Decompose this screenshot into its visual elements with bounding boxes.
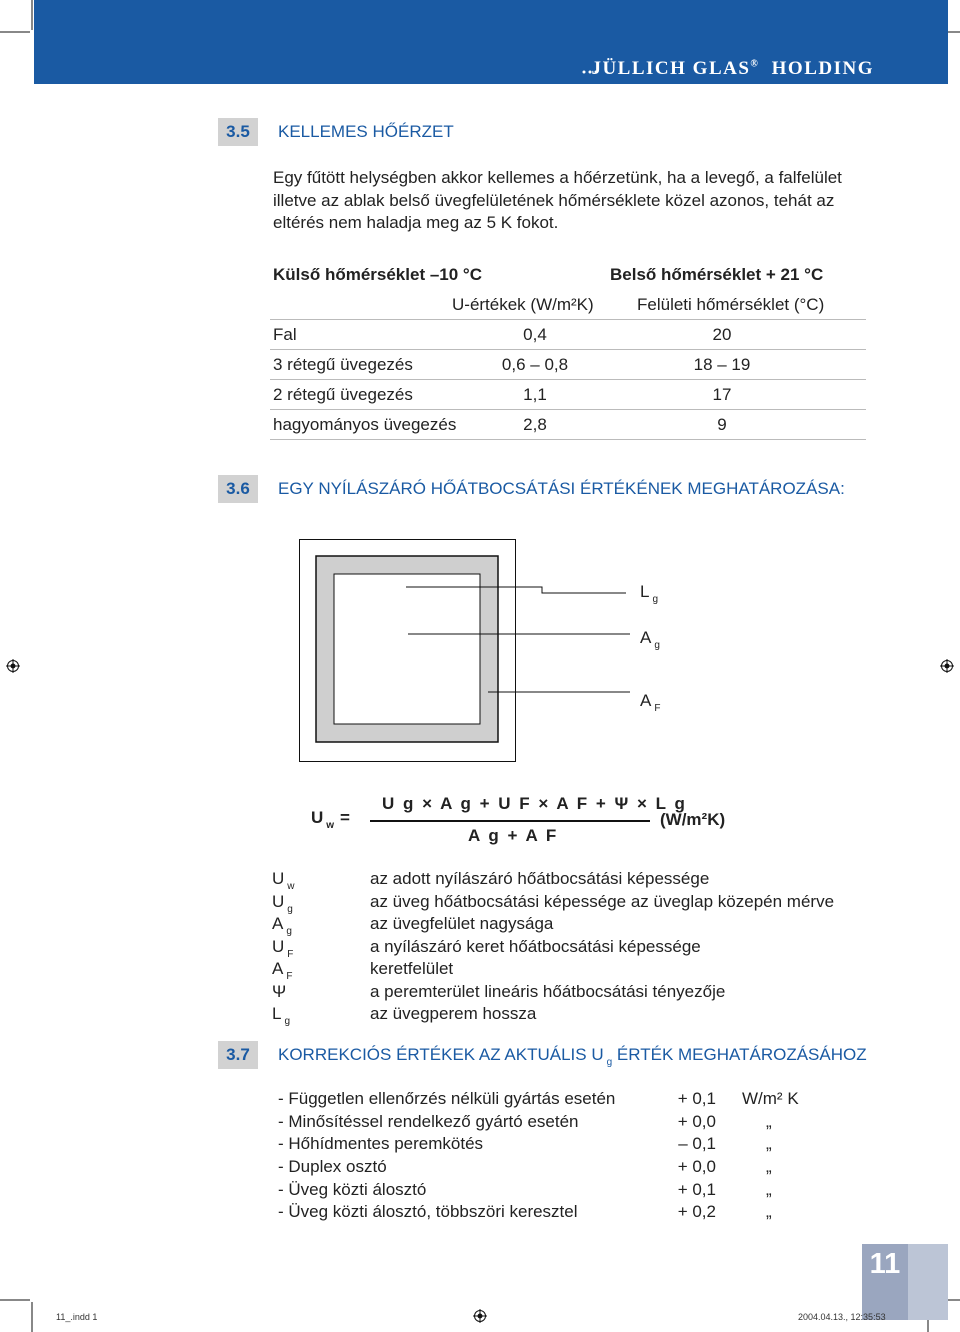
page-number: 11 — [869, 1248, 901, 1280]
table-row-name: 2 rétegű üvegezés — [273, 385, 413, 404]
legend-sub: g — [287, 904, 293, 915]
legend-symbol — [272, 1004, 291, 1027]
legend-sym: U — [272, 869, 285, 888]
formula-equals: = — [340, 808, 350, 827]
correction-label: - Duplex osztó — [278, 1157, 387, 1176]
legend-text: az üveg hőátbocsátási képessége az üveglap közepén mérve — [370, 892, 835, 911]
diagram-label-af — [640, 691, 661, 714]
legend-sub: F — [286, 971, 293, 982]
legend-symbol — [272, 959, 293, 982]
section-title — [278, 1045, 867, 1068]
legend-text: a nyílászáró keret hőátbocsátási képessége — [370, 937, 701, 956]
legend-symbol — [272, 937, 294, 960]
registration-mark-icon — [6, 659, 20, 673]
correction-unit: „ — [766, 1180, 772, 1199]
formula-lhs-symbol: U — [311, 808, 324, 827]
table-row-u: 1,1 — [523, 385, 547, 404]
paragraph-line: illetve az ablak belső üvegfelületének hőmérséklete közel azonos, tehát az — [273, 190, 835, 210]
label-main: A — [640, 628, 652, 647]
formula-denominator: A g + A F — [468, 826, 557, 845]
legend-sub: F — [287, 949, 294, 960]
correction-value: + 0,1 — [677, 1180, 716, 1199]
registration-mark-icon — [473, 1309, 487, 1323]
title-sub: g — [606, 1057, 613, 1068]
correction-label: - Hőhídmentes peremkötés — [278, 1134, 484, 1153]
window-diagram — [296, 537, 636, 767]
diagram-label-ag — [640, 628, 660, 651]
paragraph-line: Egy fűtött helységben akkor kellemes a hőérzetünk, ha a levegő, a falfelület — [273, 168, 842, 187]
section-number: 3.6 — [218, 475, 258, 503]
table-row-temp: 20 — [712, 325, 732, 344]
correction-label: - Minősítéssel rendelkező gyártó esetén — [278, 1112, 579, 1131]
formula-lhs-sub: w — [326, 820, 335, 831]
intro-paragraph — [273, 167, 873, 235]
legend-sym: A — [272, 959, 284, 978]
fraction-line — [370, 820, 650, 822]
table-row-temp: 9 — [717, 415, 727, 434]
label-main: L — [640, 582, 650, 601]
table-divider — [270, 349, 866, 350]
correction-value: + 0,0 — [677, 1157, 716, 1176]
section-title: KELLEMES HŐÉRZET — [278, 122, 454, 141]
column-header-temperature: Felületi hőmérséklet (°C) — [637, 295, 825, 314]
correction-value: + 0,2 — [677, 1202, 716, 1221]
legend-symbol — [272, 892, 293, 915]
brand-name: JÜLLICH GLAS — [591, 58, 751, 79]
correction-value: – 0,1 — [678, 1134, 716, 1153]
formula-unit: (W/m²K) — [660, 810, 726, 829]
brand-logo — [591, 58, 874, 80]
section-number: 3.7 — [218, 1041, 258, 1069]
brand-suffix: HOLDING — [771, 58, 874, 79]
correction-label: - Üveg közti álosztó — [278, 1180, 427, 1199]
legend-sym: Ψ — [272, 982, 287, 1001]
legend-text: az adott nyílászáró hőátbocsátási képessége — [370, 869, 710, 888]
correction-unit: „ — [766, 1157, 772, 1176]
footer-timestamp: 2004.04.13., 12:35:53 — [798, 1312, 886, 1322]
legend-sub: g — [286, 926, 292, 937]
registration-mark-icon — [940, 659, 954, 673]
legend-symbol — [272, 982, 289, 1002]
correction-unit: „ — [766, 1202, 772, 1221]
section-number: 3.5 — [218, 118, 258, 146]
legend-symbol — [272, 914, 292, 937]
title-part: KORREKCIÓS ÉRTÉKEK AZ AKTUÁLIS U — [278, 1045, 604, 1064]
legend-sym: U — [272, 892, 285, 911]
table-row-name: Fal — [273, 325, 297, 344]
label-sub: g — [652, 594, 659, 605]
table-row-name: hagyományos üvegezés — [273, 415, 457, 434]
legend-text: keretfelület — [370, 959, 454, 978]
legend-text: a peremterület lineáris hőátbocsátási tényezője — [370, 982, 726, 1001]
brand-registered: ® — [750, 58, 760, 70]
section-title: EGY NYÍLÁSZÁRÓ HŐÁTBOCSÁTÁSI ÉRTÉKÉNEK MEGHATÁROZÁSA: — [278, 479, 845, 498]
correction-unit: „ — [766, 1112, 772, 1131]
title-part: ÉRTÉK MEGHATÁROZÁSÁHOZ — [616, 1045, 867, 1064]
table-row-temp: 18 – 19 — [693, 355, 751, 374]
table-divider — [270, 379, 866, 380]
legend-sym: A — [272, 914, 284, 933]
legend-text: az üvegperem hossza — [370, 1004, 537, 1023]
table-row-u: 2,8 — [523, 415, 547, 434]
correction-label: - Üveg közti álosztó, többszöri keresztel — [278, 1202, 578, 1221]
legend-sub: g — [284, 1016, 291, 1027]
table-row-temp: 17 — [712, 385, 732, 404]
formula-lhs — [311, 808, 335, 831]
footer-filename: 11_.indd 1 — [56, 1312, 98, 1322]
correction-unit: „ — [766, 1134, 772, 1153]
formula-numerator: U g × A g + U F × A F + Ψ × L g — [382, 794, 685, 813]
diagram-label-lg — [640, 582, 659, 605]
page-number-stripe — [908, 1244, 948, 1320]
table-divider — [270, 409, 866, 410]
legend-symbol — [272, 869, 295, 892]
legend-text: az üvegfelület nagysága — [370, 914, 554, 933]
table-row-u: 0,4 — [523, 325, 547, 344]
label-main: A — [640, 691, 652, 710]
legend-sym: U — [272, 937, 285, 956]
table-row-name: 3 rétegű üvegezés — [273, 355, 413, 374]
paragraph-line: eltérés nem haladja meg az 5 K fokot. — [273, 213, 559, 232]
outside-temperature-label: Külső hőmérséklet –10 °C — [273, 265, 482, 284]
inside-temperature-label: Belső hőmérséklet + 21 °C — [610, 265, 824, 284]
correction-unit: W/m² K — [742, 1089, 799, 1108]
table-row-u: 0,6 – 0,8 — [501, 355, 569, 374]
legend-sub: w — [287, 881, 295, 892]
table-divider — [270, 439, 866, 440]
label-sub: F — [654, 703, 661, 714]
correction-value: + 0,0 — [677, 1112, 716, 1131]
correction-value: + 0,1 — [677, 1089, 716, 1108]
legend-sym: L — [272, 1004, 282, 1023]
table-divider — [270, 319, 866, 320]
correction-label: - Független ellenőrzés nélküli gyártás esetén — [278, 1089, 616, 1108]
column-header-u: U-értékek (W/m²K) — [452, 295, 594, 314]
label-sub: g — [654, 640, 660, 651]
